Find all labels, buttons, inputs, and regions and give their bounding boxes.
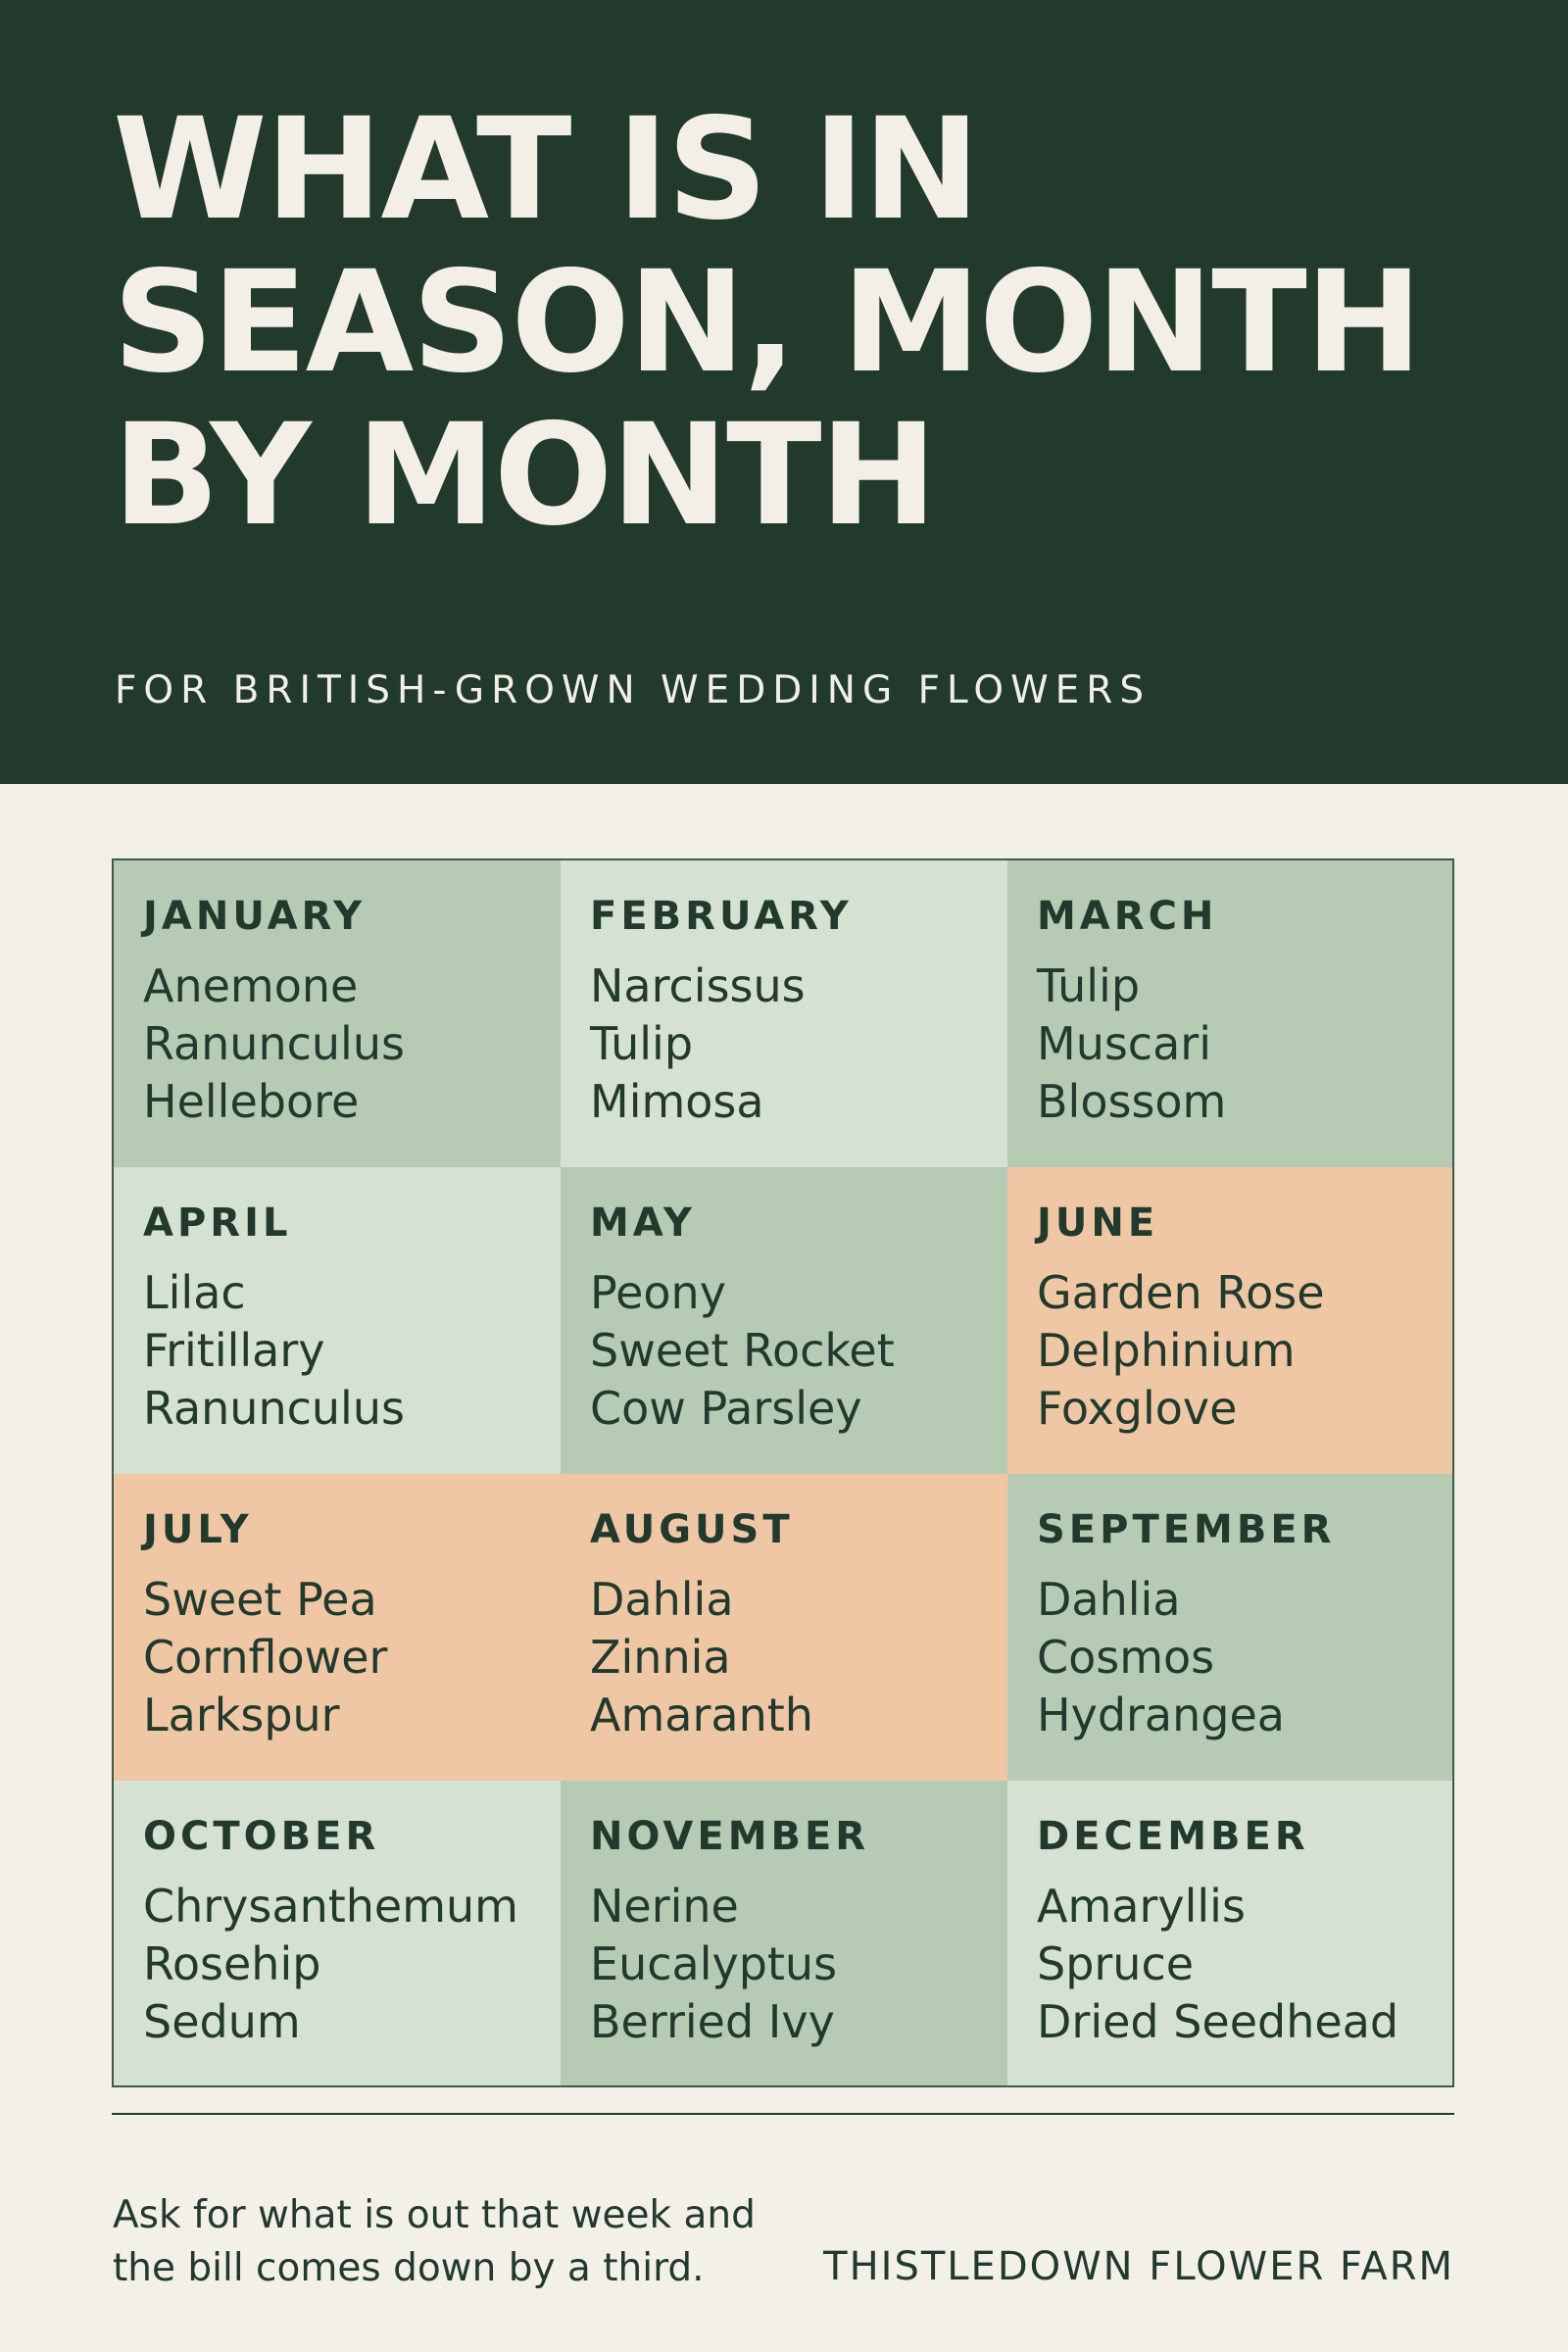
page-title	[113, 87, 1485, 557]
flower-list	[590, 957, 1007, 1131]
month-grid	[112, 858, 1454, 2087]
month-name: FEBRUARY	[590, 894, 853, 939]
header-band	[0, 0, 1568, 784]
month-name: JULY	[143, 1507, 253, 1552]
flower-item: Dried Seedhead	[1037, 1995, 1399, 2048]
month-cell-september	[1007, 1474, 1452, 1781]
month-cell-november	[561, 1781, 1007, 2085]
flower-item: Narcissus	[590, 959, 806, 1012]
month-cell-may	[561, 1167, 1007, 1474]
flower-item: Sedum	[143, 1995, 301, 2048]
flower-list	[143, 957, 561, 1131]
month-name: MAY	[590, 1200, 696, 1246]
month-name: JANUARY	[143, 894, 367, 939]
flower-item: Ranunculus	[143, 1017, 405, 1070]
flower-item: Cornflower	[143, 1631, 388, 1684]
flower-item: Larkspur	[143, 1689, 340, 1741]
page-subtitle: FOR BRITISH-GROWN WEDDING FLOWERS	[115, 668, 1152, 712]
flower-item: Peony	[590, 1266, 726, 1319]
flower-list	[143, 1571, 561, 1744]
month-cell-march	[1007, 860, 1452, 1167]
flower-item: Mimosa	[590, 1075, 764, 1128]
flower-list	[590, 1878, 1007, 2051]
flower-list	[143, 1264, 561, 1438]
flower-item: Cow Parsley	[590, 1382, 862, 1435]
title-line: SEASON, MONTH	[113, 240, 1421, 404]
flower-item: Hellebore	[143, 1075, 360, 1128]
flower-item: Tulip	[590, 1017, 694, 1070]
footer-note-line: the bill comes down by a third.	[113, 2246, 705, 2290]
flower-item: Anemone	[143, 959, 359, 1012]
flower-list	[1037, 1878, 1452, 2051]
flower-list	[1037, 1571, 1452, 1744]
flower-item: Dahlia	[1037, 1573, 1181, 1626]
month-cell-december	[1007, 1781, 1452, 2085]
footer-note-line: Ask for what is out that week and	[113, 2193, 756, 2237]
flower-item: Ranunculus	[143, 1382, 405, 1435]
flower-item: Lilac	[143, 1266, 246, 1319]
flower-list	[590, 1571, 1007, 1744]
flower-item: Amaranth	[590, 1689, 813, 1741]
month-cell-february	[561, 860, 1007, 1167]
flower-item: Foxglove	[1037, 1382, 1238, 1435]
flower-list	[143, 1878, 561, 2051]
month-name: AUGUST	[590, 1507, 794, 1552]
month-cell-july	[114, 1474, 561, 1781]
month-cell-april	[114, 1167, 561, 1474]
flower-item: Hydrangea	[1037, 1689, 1285, 1741]
flower-item: Nerine	[590, 1880, 739, 1933]
month-cell-june	[1007, 1167, 1452, 1474]
title-line: WHAT IS IN	[113, 87, 979, 251]
footer-divider	[112, 2113, 1454, 2115]
flower-item: Eucalyptus	[590, 1937, 838, 1990]
month-name: NOVEMBER	[590, 1814, 870, 1859]
flower-list	[1037, 1264, 1452, 1438]
month-name: MARCH	[1037, 894, 1218, 939]
flower-item: Tulip	[1037, 959, 1141, 1012]
flower-item: Cosmos	[1037, 1631, 1215, 1684]
flower-item: Spruce	[1037, 1937, 1195, 1990]
flower-item: Dahlia	[590, 1573, 734, 1626]
flower-list	[590, 1264, 1007, 1438]
flower-item: Blossom	[1037, 1075, 1227, 1128]
month-name: SEPTEMBER	[1037, 1507, 1336, 1552]
flower-item: Sweet Pea	[143, 1573, 377, 1626]
month-cell-january	[114, 860, 561, 1167]
flower-item: Rosehip	[143, 1937, 321, 1990]
title-line: BY MONTH	[113, 393, 936, 557]
month-name: DECEMBER	[1037, 1814, 1309, 1859]
month-cell-october	[114, 1781, 561, 2085]
month-name: JUNE	[1037, 1200, 1159, 1246]
month-cell-august	[561, 1474, 1007, 1781]
brand-name: THISTLEDOWN FLOWER FARM	[823, 2244, 1454, 2289]
flower-item: Amaryllis	[1037, 1880, 1246, 1933]
flower-item: Delphinium	[1037, 1324, 1296, 1377]
flower-item: Fritillary	[143, 1324, 325, 1377]
footer-note	[113, 2189, 799, 2295]
flower-list	[1037, 957, 1452, 1131]
flower-item: Garden Rose	[1037, 1266, 1325, 1319]
flower-item: Zinnia	[590, 1631, 731, 1684]
flower-item: Berried Ivy	[590, 1995, 835, 2048]
flower-item: Chrysanthemum	[143, 1880, 518, 1933]
month-name: APRIL	[143, 1200, 292, 1246]
flower-item: Muscari	[1037, 1017, 1211, 1070]
month-name: OCTOBER	[143, 1814, 380, 1859]
flower-item: Sweet Rocket	[590, 1324, 895, 1377]
